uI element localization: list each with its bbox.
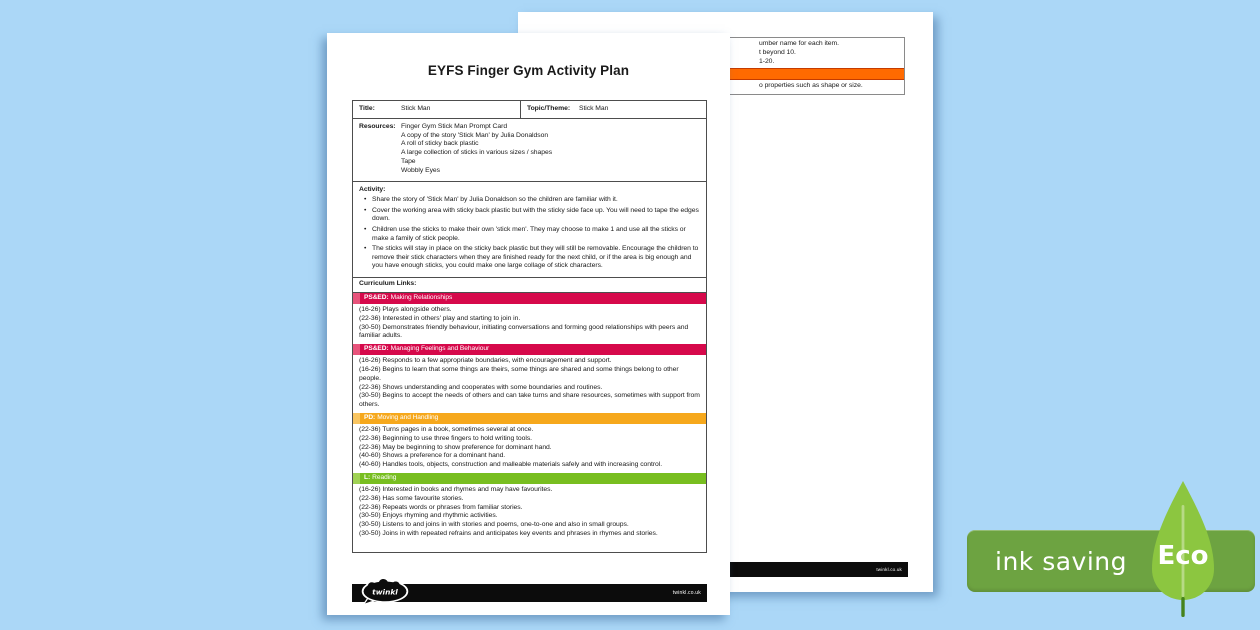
section-accent-square [353,293,360,304]
resource-item: A copy of the story 'Stick Man' by Julia Donaldson [401,131,549,139]
section-accent-square [353,344,360,355]
curriculum-item: (22-36) May be beginning to show preference for dominant hand. [359,443,552,451]
curriculum-item: (40-60) Handles tools, objects, construction and malleable materials safely and with increasing control. [359,461,663,469]
section-header-bar [353,344,706,355]
section-prefix: PD: [364,414,376,422]
section-header-bar [353,473,706,484]
curriculum-item: (16-26) Begins to learn that some things are theirs, some things are shared and some things belong to other people. [359,366,679,382]
svg-text:twinkl: twinkl [372,587,398,597]
resource-item: Finger Gym Stick Man Prompt Card [401,122,508,130]
curriculum-item: (22-36) Repeats words or phrases from familiar stories. [359,503,523,511]
ink-saving-label: ink saving [995,546,1128,576]
section-header-bar [353,413,706,424]
activity-bullet: • The sticks will stay in place on the sticky back plastic but they will still be removable. Encourage the children to remove their stick characters when they are finished ready for the next child, or if the area is big enough and you have enough sticks, you could make one large collage of stick characters. [359,245,700,271]
front-page [327,33,730,615]
curriculum-item: (30-50) Listens to and joins in with stories and poems, one-to-one and also in small groups. [359,521,629,529]
topic-cell [520,101,706,118]
section-prefix: PS&ED: [364,345,389,353]
section-items [353,484,706,552]
section-title: Moving and Handling [377,414,439,422]
back-text-line: 1-20. [759,57,775,65]
curriculum-item: (30-50) Joins in with repeated refrains and anticipates key events and phrases in rhymes and stories. [359,529,658,537]
page-title: EYFS Finger Gym Activity Plan [427,63,630,78]
curriculum-item: (22-36) Turns pages in a book, sometimes several at once. [359,426,534,434]
resources-row [353,119,706,182]
section-items [353,424,706,473]
curriculum-item: (22-36) Has some favourite stories. [359,494,464,502]
section-accent-square [353,413,360,424]
curriculum-section-managing-feelings [353,344,706,413]
twinkl-logo-icon [360,579,410,607]
section-title: Reading [372,474,397,482]
activity-bullet: • Share the story of 'Stick Man' by Julia Donaldson so the children are familiar with it. [359,196,700,205]
resource-item: Wobbly Eyes [401,166,440,174]
curriculum-item: (22-36) Shows understanding and cooperates with some boundaries and routines. [359,383,603,391]
curriculum-item: (30-50) Demonstrates friendly behaviour, initiating conversations and forming good relationships with peers and familiar adults. [359,323,689,340]
title-topic-row [353,101,706,119]
topic-value: Stick Man [578,105,609,112]
back-text-line: o properties such as shape or size. [759,82,863,90]
section-title: Managing Feelings and Behaviour [390,345,490,353]
activity-bullets [359,196,700,271]
title-cell [353,101,520,118]
activity-plan-table [352,100,707,553]
activity-row [353,182,706,279]
front-page-footer-bar [352,584,707,602]
curriculum-section-moving-handling [353,413,706,473]
section-items [353,304,706,344]
back-text-line: t beyond 10. [759,48,796,56]
title-value: Stick Man [401,105,431,112]
curriculum-item: (40-60) Shows a preference for a dominant hand. [359,452,506,460]
resource-item: A roll of sticky back plastic [401,140,479,148]
resources-list [401,123,552,176]
curriculum-links-label: Curriculum Links: [353,278,706,293]
curriculum-item: (16-26) Plays alongside others. [359,306,452,314]
section-title: Making Relationships [390,294,453,302]
curriculum-section-reading [353,473,706,552]
eco-label: Eco [1157,541,1209,571]
resource-item: A large collection of sticks in various sizes / shapes [401,149,553,157]
section-header-bar [353,293,706,304]
activity-bullet: • Cover the working area with sticky back plastic but with the sticky side face up. You will need to tape the edges down. [359,207,700,225]
curriculum-item: (30-50) Begins to accept the needs of others and can take turns and share resources, sometimes with support from others. [359,392,700,409]
back-footer-url: twinkl.co.uk [876,567,902,572]
curriculum-item: (16-26) Interested in books and rhymes and may have favourites. [359,486,553,493]
title-label: Title: [359,105,375,112]
curriculum-item: (22-36) Interested in others' play and starting to join in. [359,314,521,322]
curriculum-item: (30-50) Enjoys rhyming and rhythmic activities. [359,512,498,520]
activity-bullet: • Children use the sticks to make their own 'stick men'. They may choose to make 1 and use all the sticks or make a family of stick people. [359,226,700,244]
curriculum-item: (22-36) Beginning to use three fingers to hold writing tools. [359,434,533,442]
resource-item: Tape [401,157,416,165]
resources-label: Resources: [359,122,396,130]
front-footer-url: twinkl.co.uk [672,590,701,596]
section-prefix: PS&ED: [364,294,389,302]
activity-label: Activity: [359,185,386,193]
section-prefix: L: [364,474,371,482]
section-items [353,355,706,413]
back-text-line: umber name for each item. [759,40,839,47]
topic-label: Topic/Theme: [526,105,571,112]
curriculum-item: (16-26) Responds to a few appropriate boundaries, with encouragement and support. [359,357,612,365]
section-accent-square [353,473,360,484]
curriculum-section-making-relationships [353,293,706,344]
